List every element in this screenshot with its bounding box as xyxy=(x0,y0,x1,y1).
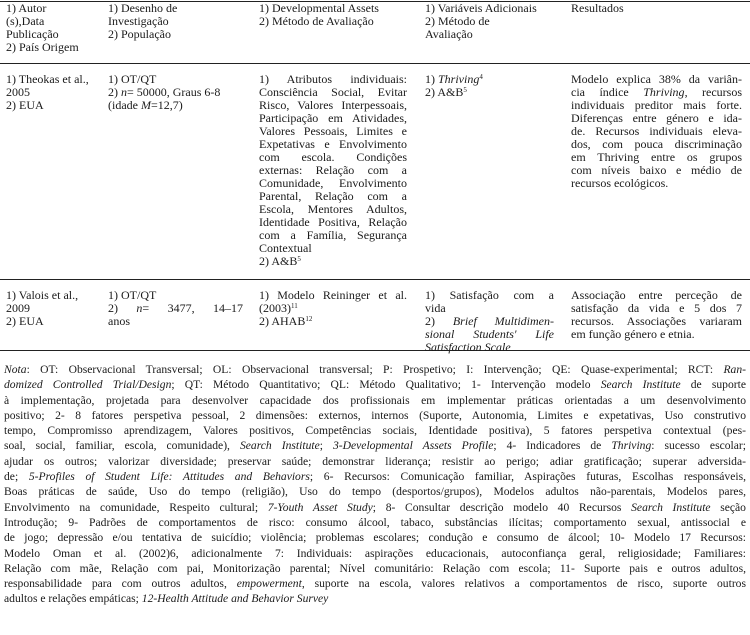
cell-text: 2) EUA xyxy=(6,98,44,112)
row-divider xyxy=(0,279,750,280)
cell-text: 2) $A\&B^5$ xyxy=(259,254,301,268)
cell-text: 2009 xyxy=(6,301,30,315)
header-text: 2) População xyxy=(108,27,171,41)
cell-text: Identidade Positiva, Relação xyxy=(259,215,407,229)
cell-text: anos xyxy=(108,314,130,328)
cell-text: Risco, Valores Interpessoais, xyxy=(259,98,407,112)
header-design-column xyxy=(108,2,177,41)
cell-text: recursos ecológicos. xyxy=(571,176,669,190)
cell-text: Escola, Mentores Adultos, xyxy=(259,202,407,216)
cell-text: 1) OT/QT xyxy=(108,288,157,302)
cell-text: cia índice Thriving, recursos xyxy=(571,85,742,99)
note-line: de; 5-Profiles of Student Life: Attitudes and Behaviors; 6- Recursos: Comunicação familiar, Aspirações futuras, Escolhas responsáveis, xyxy=(4,470,747,484)
header-assets-column xyxy=(259,2,379,28)
cell-text: de. Recursos individuais eleva- xyxy=(571,124,742,138)
header-text: Resultados xyxy=(571,1,624,15)
cell-text: 2) Brief Multidimen- xyxy=(425,314,554,328)
row1-design-cell xyxy=(108,73,220,112)
header-text: 1) Autor xyxy=(6,1,47,15)
cell-text: Consciência Social, Evitar xyxy=(259,85,407,99)
cell-text: externas: Relação com a xyxy=(259,163,407,177)
cell-text: satisfação da vida e 5 dos 7 xyxy=(571,301,742,315)
note-line: domized Controlled Trial/Design; QT: Método Quantitativo; QL: Método Qualitativo; 1- Intervenção modelo Search Institute de suporte xyxy=(4,378,746,392)
header-text: 1) Desenho de xyxy=(108,1,178,15)
cell-text: em Thriving entre os grupos xyxy=(571,150,742,164)
note-line: Boas práticas de saúde, Uso do tempo (religião), Uso do tempo (desportos/grupos), Modelos adultos não-parentais, Modelos pares, xyxy=(4,485,746,499)
header-text: Publicação xyxy=(6,27,59,41)
header-text: 1) Variáveis Adicionais xyxy=(425,1,537,15)
table-note xyxy=(4,362,746,607)
cell-text: recursos. Associações variaram xyxy=(571,314,742,328)
note-line: Modelo Oman et al. (2002)6, adicionalmente 7: Individuais: aspirações educacionais, autoconfiança geral, religiosidade; Familiares: xyxy=(4,546,746,560)
note-line: ajudar os outros; valorizar diversidade; preservar saúde; demonstrar liderança; resistir ao perigo; adiar gratificação; superar adversida- xyxy=(4,454,746,468)
note-line: adultos e relações empáticas; 12-Health Attitude and Behavior Survey xyxy=(4,592,329,606)
cell-text: 1) Modelo Reininger et al. xyxy=(259,288,407,302)
note-line: positivo; 2- 8 fatores perspetiva pessoal, 2 dimensões: externos, internos (Suporte, Autonomia, Limites e expetativas, Uso construtivo xyxy=(4,408,746,422)
cell-text: Modelo explica 38% da variân- xyxy=(571,72,742,86)
cell-text: 1) Theokas et al., xyxy=(6,72,89,86)
header-text: 2) País Origem xyxy=(6,40,79,54)
cell-text: $(2003)^{11}$ xyxy=(259,301,298,315)
header-text: 1) Developmental Assets xyxy=(259,1,379,15)
cell-text: individuais preditor mais forte. xyxy=(571,98,742,112)
note-line: tempo, Compromisso aprendizagem, Valores positivos, Competências sociais, Identidade positiva), 5 fatores perspetiva contextual (pes- xyxy=(4,424,746,438)
note-line: soal, social, familiar, escola, comunidade), Search Institute; 3-Developmental Assets Profile; 4- Indicadores de Thriving: sucesso escolar; xyxy=(4,439,746,453)
note-line: de jogo; depressão e/ou tentativa de suicídio; violência; problemas escolares; condução e consumo de álcool; 10- Modelo 17 Recursos: xyxy=(4,531,746,545)
cell-text: Associação entre perceção de xyxy=(571,288,742,302)
cell-text: 2) EUA xyxy=(6,314,44,328)
note-line: Relação com mãe, Relação com pai, Monitorização parental; Nível comunitário: Relação com escola; 11- Suporte pais e outros adultos, xyxy=(4,561,746,575)
header-text: (s),Data xyxy=(6,14,45,28)
header-text: 2) Método de xyxy=(425,14,490,28)
row2-assets-cell xyxy=(259,289,407,328)
cell-text: Diferenças entre género e ida- xyxy=(571,111,742,125)
cell-text: Satisfaction Scale xyxy=(425,340,511,354)
cell-text: 2) $A\&B^5$ xyxy=(425,85,467,99)
cell-text: Valores Pessoais, Limites e xyxy=(259,124,407,138)
cell-text: com escola. Condições xyxy=(259,150,407,164)
row2-author-cell xyxy=(6,289,78,328)
header-text: Avaliação xyxy=(425,27,473,41)
row1-author-cell xyxy=(6,73,89,112)
cell-text: dos, com pouca discriminação xyxy=(571,137,742,151)
cell-text: 1) Thriving$^4$ xyxy=(425,72,483,86)
note-line: responsabilidade para com outros adultos, empowerment, suporte na escola, valores relativos a comportamentos de risco, suporte outros xyxy=(4,577,746,591)
cell-text: (idade M=12,7) xyxy=(108,98,183,112)
cell-text: 2) AHAB$^{12}$ xyxy=(259,314,313,328)
note-line: à implementação, projetada para desenvolver capacidade dos profissionais em implementar práticas orientadas a um desenvolvimento xyxy=(4,393,746,407)
cell-text: 1) OT/QT xyxy=(108,72,157,86)
header-text: 2) Método de Avaliação xyxy=(259,14,374,28)
cell-text: Expetativas e Envolvimento xyxy=(259,137,407,151)
cell-text: Contextual xyxy=(259,241,312,255)
cell-text: 2) n= 50000, Graus 6-8 xyxy=(108,85,221,99)
row1-variables-cell xyxy=(425,73,483,99)
cell-text: com a Família, Segurança xyxy=(259,228,407,242)
row1-assets-cell xyxy=(259,73,407,268)
cell-text: vida xyxy=(425,301,446,315)
cell-text: 1) Atributos individuais: xyxy=(259,72,407,86)
row2-design-cell xyxy=(108,289,243,328)
cell-text: 2005 xyxy=(6,85,30,99)
cell-text: com níveis baixo e médio de xyxy=(571,163,742,177)
header-results-column xyxy=(571,2,624,15)
header-variables-column xyxy=(425,2,537,41)
header-rule xyxy=(0,63,750,64)
note-line: Nota: OT: Observacional Transversal; OL: Observacional transversal; P: Prospetivo; I: Intervenção; QE: Quase-experimental; RCT: Ran- xyxy=(4,363,746,376)
note-line: Envolvimento na comunidade, Respeito cultural; 7-Youth Asset Study; 8- Consultar descrição modelo 40 Recursos Search Institute seção xyxy=(4,500,746,514)
header-author-column xyxy=(6,2,79,54)
cell-text: 1) Valois et al., xyxy=(6,288,79,302)
cell-text: 1) Satisfação com a xyxy=(425,288,554,302)
cell-text: Comunidade, Envolvimento xyxy=(259,176,407,190)
row2-variables-cell xyxy=(425,289,554,354)
row2-results-cell xyxy=(571,289,742,341)
header-text: Investigação xyxy=(108,14,169,28)
note-line: Introdução; 9- Padrões de comportamentos de risco: consumo álcool, tabaco, substâncias ilícitas; comportamento sexual, antissocial e xyxy=(4,515,746,529)
table-bottom-rule xyxy=(0,350,750,351)
cell-text: 2) n= 3477, 14–17 xyxy=(108,301,243,315)
cell-text: em função género e etnia. xyxy=(571,327,695,341)
cell-text: Parental, Relação com a xyxy=(259,189,407,203)
cell-text: sional Students' Life xyxy=(425,327,554,341)
row1-results-cell xyxy=(571,73,742,190)
cell-text: Participação em Atividades, xyxy=(259,111,407,125)
